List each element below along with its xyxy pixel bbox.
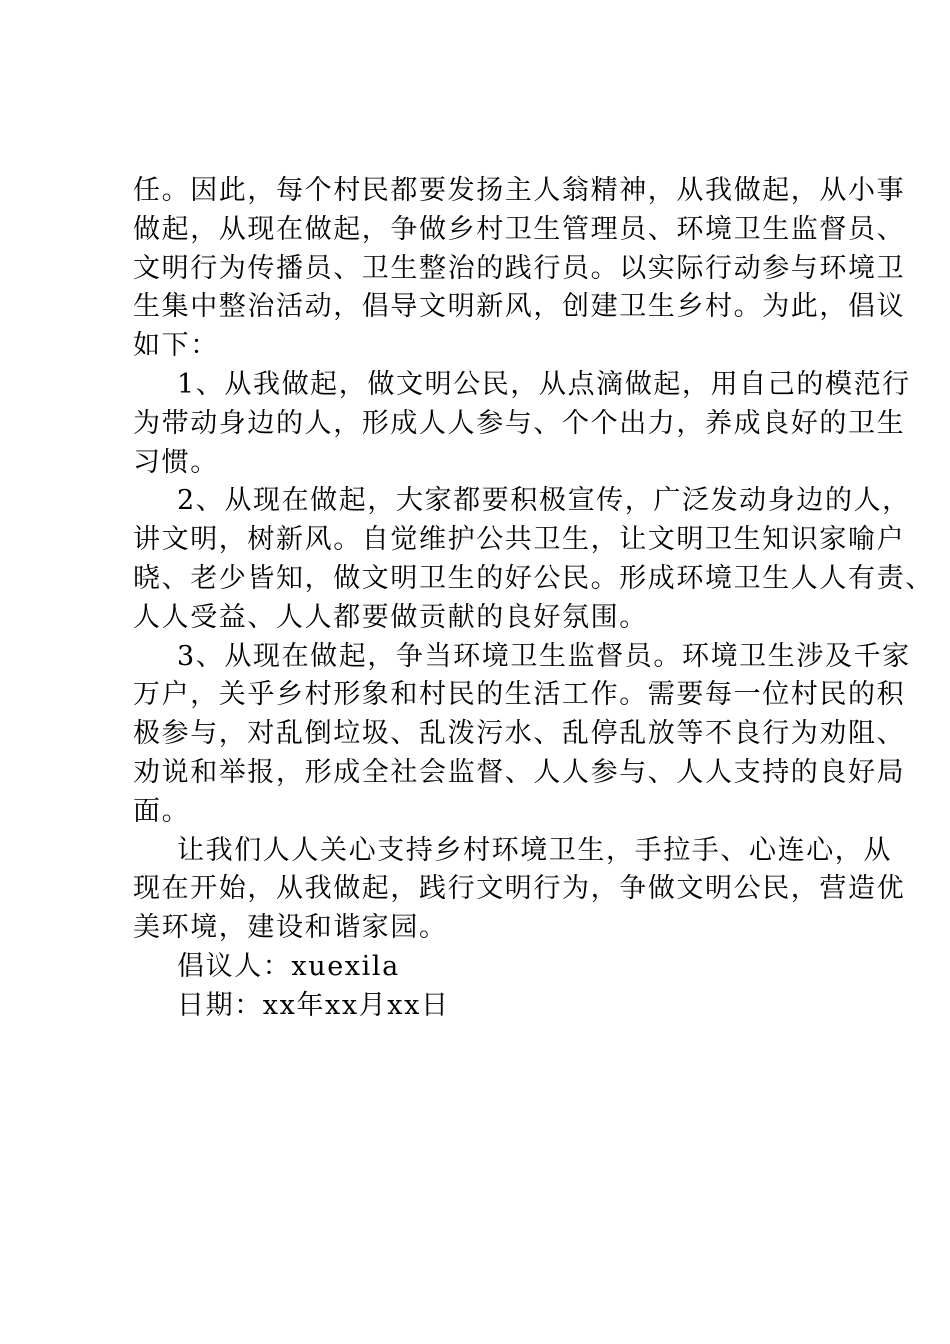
signature-line: 倡议人：xuexila — [177, 950, 400, 982]
text-line: 文明行为传播员、卫生整治的践行员。以实际行动参与环境卫 — [133, 252, 906, 284]
text-line: 万户，关乎乡村形象和村民的生活工作。需要每一位村民的积 — [133, 679, 906, 711]
text-line: 劝说和举报，形成全社会监督、人人参与、人人支持的良好局 — [133, 756, 906, 788]
date-line: 日期：xx年xx月xx日 — [177, 989, 450, 1021]
text-line: 晓、老少皆知，做文明卫生的好公民。形成环境卫生人人有责、 — [133, 562, 934, 594]
text-line: 2、从现在做起，大家都要积极宣传，广泛发动身边的人， — [177, 485, 911, 517]
text-line: 如下： — [133, 330, 219, 362]
text-line: 1、从我做起，做文明公民，从点滴做起，用自己的模范行 — [177, 368, 911, 400]
text-line: 生集中整治活动，倡导文明新风，创建卫生乡村。为此，倡议 — [133, 291, 906, 323]
text-line: 任。因此，每个村民都要发扬主人翁精神，从我做起，从小事 — [133, 175, 906, 206]
text-line: 习惯。 — [133, 446, 219, 478]
text-line: 做起，从现在做起，争做乡村卫生管理员、环境卫生监督员、 — [133, 213, 906, 245]
text-line: 美环境，建设和谐家园。 — [133, 912, 448, 944]
text-line: 为带动身边的人，形成人人参与、个个出力，养成良好的卫生 — [133, 407, 906, 439]
document-body — [133, 172, 934, 1026]
text-line: 现在开始，从我做起，践行文明行为，争做文明公民，营造优 — [133, 873, 906, 905]
text-line: 3、从现在做起，争当环境卫生监督员。环境卫生涉及千家 — [177, 640, 911, 672]
text-line: 让我们人人关心支持乡村环境卫生，手拉手、心连心，从 — [177, 834, 892, 866]
text-line: 人人受益、人人都要做贡献的良好氛围。 — [133, 601, 648, 633]
text-line: 讲文明，树新风。自觉维护公共卫生，让文明卫生知识家喻户 — [133, 524, 906, 556]
text-line: 面。 — [133, 795, 191, 827]
text-line: 极参与，对乱倒垃圾、乱泼污水、乱停乱放等不良行为劝阻、 — [133, 718, 906, 750]
